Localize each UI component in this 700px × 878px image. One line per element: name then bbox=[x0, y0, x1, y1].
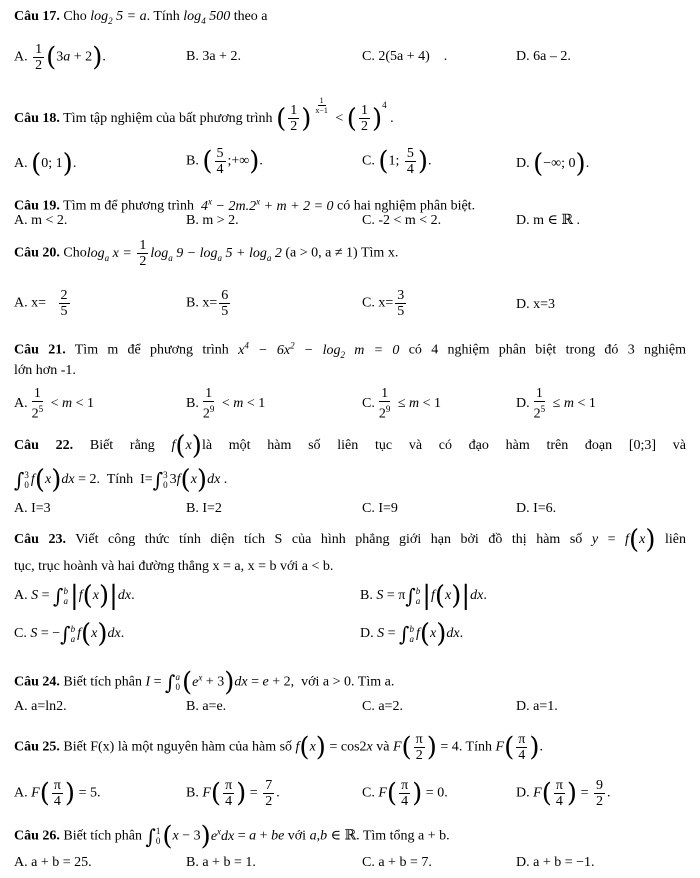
option-d[interactable]: D. (−∞; 0). bbox=[516, 149, 590, 179]
question-text: . Tính bbox=[458, 739, 493, 755]
option-b[interactable]: B. a=e. bbox=[186, 699, 227, 714]
question-label: Câu 19. bbox=[14, 198, 60, 214]
option-c[interactable]: C. F( $\frac{\pi}{4}$ ) = 0. bbox=[362, 778, 448, 809]
question-text: Tìm x. bbox=[360, 245, 399, 261]
option-d[interactable]: D. S = ∫ b a f(x)dx. bbox=[360, 619, 464, 649]
option-c[interactable]: C. a=2. bbox=[362, 699, 403, 714]
question-text-line2: lớn hơn -1. bbox=[14, 363, 76, 378]
question-label: Câu 22. bbox=[14, 438, 74, 454]
option-b[interactable]: B. ( $\frac{5}{4}$ ;+∞). bbox=[186, 146, 263, 177]
question-text: Tìm tập nghiệm của bất phương trình bbox=[63, 111, 273, 126]
option-c[interactable]: C. x= $\frac{3}{5}$ bbox=[362, 288, 405, 319]
condition: (a > 0, a ≠ 1) bbox=[285, 245, 358, 261]
question-label: Câu 23. bbox=[14, 532, 66, 548]
option-c[interactable]: C. a + b = 7. bbox=[362, 855, 432, 870]
option-a[interactable]: A. S = ∫ b a |f(x)|dx. bbox=[14, 581, 135, 611]
question-19: Câu 19. Tìm m để phương trình $4^x - 2m.2^x + m + 2 = 0$ có hai nghiệm phân biệt. bbox=[14, 196, 476, 214]
option-b[interactable]: B. $\frac{1}{2^9}$ < m < 1 bbox=[186, 386, 266, 422]
option-d[interactable]: D. x=3 bbox=[516, 297, 556, 312]
option-d[interactable]: D. 6a – 2. bbox=[516, 49, 571, 64]
question-text: Tìm m để phương trình bbox=[74, 342, 229, 358]
question-text: Viết công thức tính diện tích S của hình phẳng giới hạn bởi đồ thị hàm số bbox=[75, 532, 583, 548]
question-label: Câu 21. bbox=[14, 342, 66, 358]
question-text: Biết F(x) là một nguyên hàm của hàm số bbox=[63, 739, 293, 755]
option-b[interactable]: B. a + b = 1. bbox=[186, 855, 256, 870]
option-c[interactable]: C. $\frac{1}{2^9}$ ≤ m < 1 bbox=[362, 386, 442, 422]
option-b[interactable]: B. 3a + 2. bbox=[186, 49, 241, 64]
question-17: Câu 17. Cho $\log_2 5 = a$. Tính $\log_4 500$ theo a bbox=[14, 9, 268, 26]
question-text: Cho bbox=[63, 9, 87, 24]
question-22-line2: ∫ 3 0 f(x)dx = 2. Tính I=∫ 3 0 3f(x)dx . bbox=[14, 465, 228, 495]
question-label: Câu 20. bbox=[14, 245, 60, 261]
question-label: Câu 26. bbox=[14, 828, 60, 844]
question-label: Câu 24. bbox=[14, 674, 60, 690]
question-text: liên bbox=[665, 532, 687, 548]
option-a[interactable]: A. $\frac{1}{2}$ (3a + 2). bbox=[14, 42, 106, 73]
question-26: Câu 26. Biết tích phân ∫ 1 0 $(x - 3)e^xdx = a$ + be với a,b ∈ ℝ. Tìm tổng a + b. bbox=[14, 821, 450, 852]
option-b[interactable]: B. F( $\frac{\pi}{4}$ ) = $\frac{7}{2}$ . bbox=[186, 778, 280, 809]
question-text: theo a bbox=[233, 9, 268, 24]
option-c[interactable]: C. (1; $\frac{5}{4}$ ). bbox=[362, 146, 432, 177]
question-label: Câu 25. bbox=[14, 739, 60, 755]
question-25: Câu 25. Biết F(x) là một nguyên hàm của hàm số f(x) = cos2x và F( $\frac{\pi}{2}$ ) = 4. Tính F( $\frac{\pi}{4}$ ). bbox=[14, 732, 543, 763]
question-text: Tìm m để phương trình bbox=[63, 198, 195, 214]
option-d[interactable]: D. a + b = −1. bbox=[516, 855, 595, 870]
option-a[interactable]: A. x= $\frac{2}{5}$ bbox=[14, 288, 68, 319]
option-b[interactable]: B. I=2 bbox=[186, 501, 222, 516]
option-a[interactable]: A. F( $\frac{\pi}{4}$ ) = 5. bbox=[14, 778, 101, 809]
option-d[interactable]: D. $\frac{1}{2^5}$ ≤ m < 1 bbox=[516, 386, 596, 422]
option-c[interactable]: C. I=9 bbox=[362, 501, 398, 516]
question-text: có hai nghiệm phân biệt. bbox=[337, 198, 476, 214]
question-text: Biết tích phân bbox=[63, 828, 142, 844]
option-a[interactable]: A. m < 2. bbox=[14, 213, 68, 228]
option-a[interactable]: A. (0; 1). bbox=[14, 149, 77, 179]
question-text: và bbox=[376, 739, 390, 755]
question-24: Câu 24. Biết tích phân I = ∫ a 0 $(e^x + 3)dx = e + 2$, với a > 0. Tìm a. bbox=[14, 667, 395, 698]
option-c[interactable]: C. 2(5a + 4) . bbox=[362, 49, 448, 64]
question-text: Tìm tổng a + b. bbox=[362, 828, 450, 844]
question-20: Câu 20. Cholog$_a$ x = $\frac{1}{2}$ $\log_a 9 - \log_a 5 + \log_a 2$ (a > 0, a ≠ 1) Tìm x. bbox=[14, 238, 399, 269]
option-a[interactable]: A. a + b = 25. bbox=[14, 855, 92, 870]
option-d[interactable]: D. m ∈ ℝ . bbox=[516, 213, 580, 228]
option-c[interactable]: C. -2 < m < 2. bbox=[362, 213, 442, 228]
question-text-line2: tục, trục hoành và hai đường thẳng x = a, x = b với a < b. bbox=[14, 559, 334, 574]
question-text: Biết rằng bbox=[89, 438, 155, 454]
option-c[interactable]: C. S = −∫ b a f(x)dx. bbox=[14, 619, 125, 649]
question-label: Câu 18. bbox=[14, 111, 60, 126]
option-d[interactable]: D. a=1. bbox=[516, 699, 558, 714]
question-text: với bbox=[287, 828, 307, 844]
question-22: Câu 22. Biết rằng f(x)là một hàm số liên tục và có đạo hàm trên đoạn [0;3] và bbox=[14, 431, 687, 461]
option-b[interactable]: B. S = π∫ b a |f(x)|dx. bbox=[360, 581, 487, 611]
question-label: Câu 17. bbox=[14, 9, 60, 24]
question-text: có 4 nghiệm phân biệt trong đó 3 nghiệm bbox=[408, 342, 687, 358]
question-text: là một hàm số liên tục và có đạo hàm trên đoạn [0;3] và bbox=[201, 438, 687, 454]
question-23: Câu 23. Viết công thức tính diện tích S của hình phẳng giới hạn bởi đồ thị hàm số y = f(x) liên bbox=[14, 525, 687, 555]
option-a[interactable]: A. I=3 bbox=[14, 501, 51, 516]
option-d[interactable]: D. F( $\frac{\pi}{4}$ ) = $\frac{9}{2}$ . bbox=[516, 778, 611, 809]
option-a[interactable]: A. a=ln2. bbox=[14, 699, 67, 714]
option-b[interactable]: B. x= $\frac{6}{5}$ bbox=[186, 288, 229, 319]
question-text: với a > 0. Tìm a. bbox=[301, 674, 395, 690]
question-21: Câu 21. Tìm m để phương trình $x^4 - 6x^2 - \log_2 m = 0$ có 4 nghiệm phân biệt trong đó 3 nghiệm bbox=[14, 340, 687, 360]
question-text: Cho bbox=[63, 245, 87, 261]
option-d[interactable]: D. I=6. bbox=[516, 501, 557, 516]
option-b[interactable]: B. m > 2. bbox=[186, 213, 239, 228]
question-text: Biết tích phân bbox=[63, 674, 142, 690]
question-18: Câu 18. Tìm tập nghiệm của bất phương trình ( $\frac{1}{2}$ ) $^{\frac{1}{x-1}}$ < ( $\frac{1}{2}$ )$^4$ . bbox=[14, 96, 394, 135]
option-a[interactable]: A. $\frac{1}{2^5}$ < m < 1 bbox=[14, 386, 95, 422]
